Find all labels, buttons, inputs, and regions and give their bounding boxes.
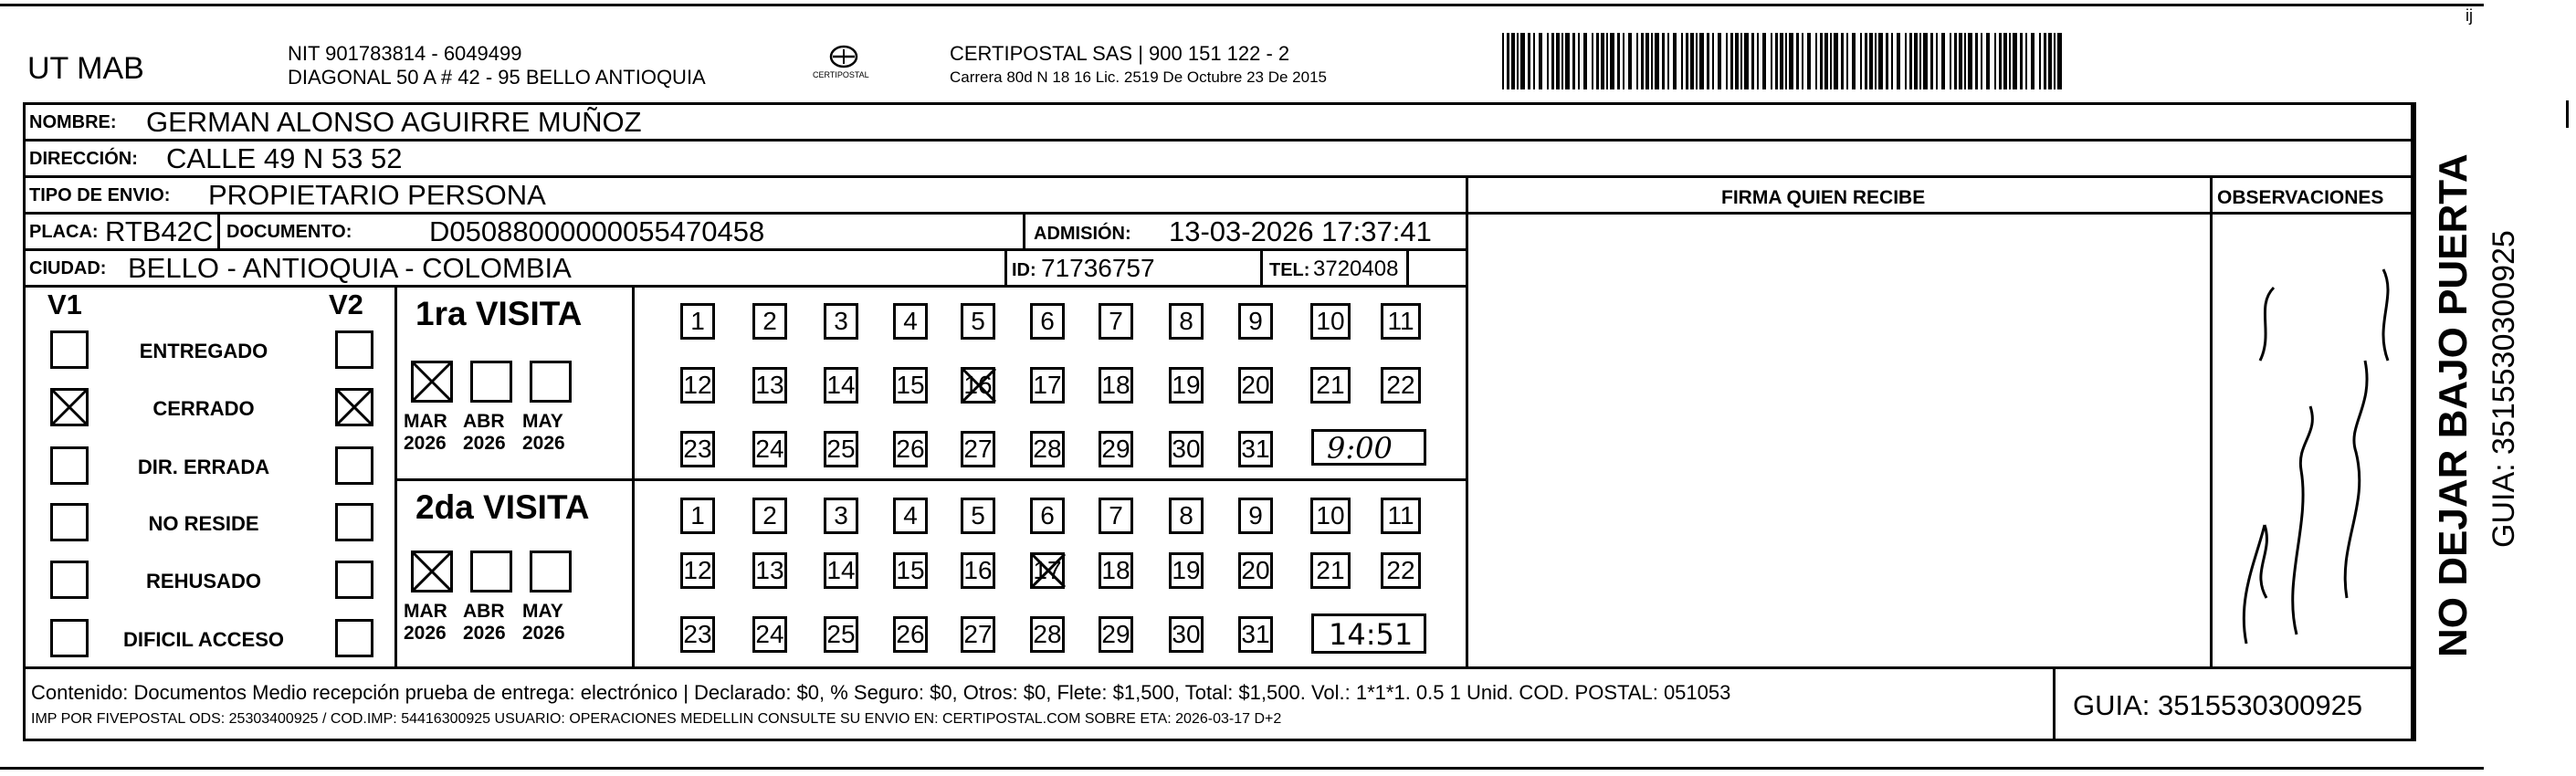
placa-label: PLACA:	[29, 222, 99, 242]
company-nit: NIT 901783814 - 6049499	[288, 42, 522, 65]
day-box[interactable]: 24	[752, 431, 787, 467]
barcode-bar	[1841, 33, 1844, 89]
nombre-label: NOMBRE:	[29, 112, 117, 132]
day-box[interactable]: 27	[961, 616, 995, 653]
barcode-bar	[1645, 33, 1649, 89]
visit-split-rule	[394, 478, 1466, 481]
status-label: REHUSADO	[146, 570, 261, 592]
barcode-bar	[1869, 33, 1873, 89]
row-rule-1	[23, 139, 2413, 142]
documento-value: D05088000000055470458	[429, 215, 765, 247]
barcode-bar	[1730, 33, 1733, 89]
visit1-time-box	[1311, 429, 1426, 466]
row-rule-2	[23, 175, 2413, 178]
day-box[interactable]: 12	[680, 367, 715, 404]
day-box[interactable]: 1	[680, 498, 715, 534]
day-box[interactable]: 28	[1030, 616, 1065, 653]
day-box[interactable]: 1	[680, 303, 715, 340]
certipostal-line: CERTIPOSTAL SAS | 900 151 122 - 2	[950, 42, 1290, 65]
day-box[interactable]: 8	[1169, 498, 1204, 534]
barcode-bar	[1824, 33, 1828, 89]
right-edge-mark	[2566, 100, 2569, 128]
day-box[interactable]: 31	[1238, 616, 1273, 653]
barcode-bar	[1950, 33, 1951, 89]
tel-label: TEL:	[1269, 260, 1310, 280]
barcode-bar	[1771, 33, 1772, 89]
day-box[interactable]: 17	[1030, 552, 1065, 589]
barcode-bar	[1941, 33, 1945, 89]
day-box[interactable]: 9	[1238, 498, 1273, 534]
day-box[interactable]: 26	[893, 431, 928, 467]
admision-label: ADMISIÓN:	[1034, 224, 1131, 244]
footer-guia-rule	[2053, 666, 2056, 741]
barcode-bar	[1547, 33, 1549, 89]
visit-mid-rule	[632, 285, 635, 666]
day-box[interactable]: 10	[1310, 303, 1351, 340]
barcode-bar	[2003, 33, 2007, 89]
barcode-bar	[1891, 33, 1893, 89]
visit1-day-mark	[961, 367, 997, 404]
day-box[interactable]: 28	[1030, 431, 1065, 467]
barcode-bar	[1662, 33, 1665, 89]
barcode-bar	[1578, 33, 1580, 89]
barcode-bar	[1909, 33, 1912, 89]
barcode-bar	[1986, 33, 1990, 89]
tipo-value: PROPIETARIO PERSONA	[208, 179, 546, 211]
day-box[interactable]: 11	[1381, 303, 1421, 340]
barcode-bar	[1820, 33, 1823, 89]
nombre-value: GERMAN ALONSO AGUIRRE MUÑOZ	[146, 106, 642, 138]
barcode-bar	[2020, 33, 2023, 89]
barcode-bar	[1775, 33, 1778, 89]
barcode-bar	[1815, 33, 1817, 89]
barcode-bar	[2054, 33, 2056, 89]
certipostal-logo	[811, 40, 877, 88]
barcode-bar	[1690, 33, 1694, 89]
barcode-bar	[1968, 33, 1972, 89]
day-box[interactable]: 2	[752, 303, 787, 340]
id-tel-rule	[1260, 248, 1263, 285]
barcode-bar	[1878, 33, 1883, 89]
barcode-bar	[1981, 33, 1982, 89]
barcode-bar	[1807, 33, 1811, 89]
barcode-bar	[1681, 33, 1683, 89]
day-box[interactable]: 7	[1099, 303, 1133, 340]
barcode-bar	[1517, 33, 1519, 89]
day-box[interactable]: 30	[1169, 616, 1204, 653]
day-box[interactable]: 9	[1238, 303, 1273, 340]
barcode-bar	[1699, 33, 1704, 89]
ciudad-label: CIUDAD:	[29, 258, 107, 278]
barcode-bar	[1528, 33, 1530, 89]
v2-checkbox[interactable]	[335, 446, 373, 485]
barcode-bar	[1606, 33, 1608, 89]
day-box[interactable]: 6	[1030, 498, 1065, 534]
visit1-year-label: 2026	[463, 433, 506, 454]
day-box[interactable]: 16	[961, 552, 995, 589]
day-box[interactable]: 4	[893, 498, 928, 534]
barcode-bar	[2009, 33, 2011, 89]
v2-checkbox[interactable]	[335, 330, 373, 369]
day-box[interactable]: 29	[1099, 616, 1133, 653]
row-rule-5	[23, 285, 1466, 288]
firma-left-rule	[1466, 175, 1468, 666]
day-box[interactable]: 19	[1169, 552, 1204, 589]
day-box[interactable]: 8	[1169, 303, 1204, 340]
barcode-bar	[1740, 33, 1742, 89]
barcode-bar	[1751, 33, 1754, 89]
barcode-bar	[2048, 33, 2052, 89]
barcode-bar	[1789, 33, 1793, 89]
visit1-year-label: 2026	[404, 433, 447, 454]
barcode-bar	[1954, 33, 1957, 89]
day-box[interactable]: 25	[824, 431, 858, 467]
barcode-bar	[1780, 33, 1783, 89]
v1-checkbox[interactable]	[50, 619, 89, 657]
day-box[interactable]: 26	[893, 616, 928, 653]
top-rule	[0, 4, 2484, 6]
visit1-month-box[interactable]	[470, 361, 512, 403]
day-box[interactable]: 13	[752, 552, 787, 589]
day-box[interactable]: 27	[961, 431, 995, 467]
barcode-bar	[1830, 33, 1832, 89]
status-label: DIFICIL ACCESO	[122, 628, 284, 651]
barcode-bar	[1762, 33, 1766, 89]
barcode-bar	[2031, 33, 2035, 89]
barcode-bar	[1959, 33, 1962, 89]
frame-right-rule	[2413, 102, 2416, 741]
status-label: CERRADO	[152, 397, 255, 420]
day-box[interactable]: 20	[1238, 552, 1273, 589]
barcode-bar	[1796, 33, 1799, 89]
day-box[interactable]: 3	[824, 303, 858, 340]
side-guia: GUIA: 3515530300925	[2487, 230, 2521, 548]
barcode-bar	[1583, 33, 1587, 89]
tel-value: 3720408	[1313, 257, 1399, 281]
barcode-bar	[1757, 33, 1759, 89]
admision-under-rule	[1023, 248, 1466, 251]
day-box[interactable]: 11	[1381, 498, 1421, 534]
barcode-bar	[1655, 33, 1659, 89]
day-box[interactable]: 18	[1099, 552, 1133, 589]
v1-checkbox[interactable]	[50, 330, 89, 369]
barcode-bar	[1610, 33, 1614, 89]
day-box[interactable]: 14	[824, 367, 858, 404]
visit1-month-label: MAY	[522, 411, 563, 432]
barcode-bar	[1712, 33, 1714, 89]
barcode-bar	[1852, 33, 1856, 89]
visit2-day-mark	[1030, 552, 1067, 589]
visit-left-rule	[394, 285, 397, 666]
tel-end-rule	[1406, 248, 1409, 285]
barcode-bar	[1565, 33, 1570, 89]
visit2-month-label: MAR	[404, 601, 447, 622]
barcode-bar	[1707, 33, 1709, 89]
placa-doc-rule	[217, 212, 220, 248]
v1-check-mark	[50, 388, 89, 426]
v2-checkbox[interactable]	[335, 561, 373, 599]
visit2-year-label: 2026	[404, 623, 447, 644]
barcode-bar	[1930, 33, 1933, 89]
corner-mark: ij	[2466, 6, 2473, 25]
visit1-title: 1ra VISITA	[415, 295, 583, 332]
barcode-bar	[1994, 33, 1996, 89]
barcode-bar	[1905, 33, 1907, 89]
barcode-bar	[1551, 33, 1554, 89]
barcode-bar	[1744, 33, 1749, 89]
visit2-time: 14:51	[1329, 617, 1414, 652]
footer-line2: IMP POR FIVEPOSTAL ODS: 25303400925 / COD.IMP: 54416300925 USUARIO: OPERACIONES MEDELLIN CONSULTE SU ENVIO EN: CERTIPOSTAL.COM SOBRE ETA: 2026-03-17 D+2	[31, 711, 1282, 727]
day-box[interactable]: 30	[1169, 431, 1204, 467]
visit1-time: 9:00	[1327, 431, 1393, 466]
barcode-bar	[2057, 33, 2062, 89]
barcode-bar	[1556, 33, 1560, 89]
v2-checkbox[interactable]	[335, 503, 373, 541]
barcode-bar	[1923, 33, 1928, 89]
barcode-bar	[1936, 33, 1938, 89]
day-box[interactable]: 21	[1310, 367, 1351, 404]
v2-label: V2	[329, 288, 363, 320]
day-box[interactable]: 21	[1310, 552, 1351, 589]
barcode-bar	[1886, 33, 1888, 89]
license-line: Carrera 80d N 18 16 Lic. 2519 De Octubre 23 De 2015	[950, 68, 1327, 86]
day-box[interactable]: 23	[680, 431, 715, 467]
barcode-bar	[1561, 33, 1563, 89]
barcode-bar	[1865, 33, 1867, 89]
barcode-bar	[1914, 33, 1918, 89]
barcode-bar	[1601, 33, 1604, 89]
day-box[interactable]: 23	[680, 616, 715, 653]
id-value: 71736757	[1041, 254, 1155, 282]
barcode-bar	[1592, 33, 1593, 89]
day-box[interactable]: 12	[680, 552, 715, 589]
company-name: UT MAB	[27, 51, 144, 86]
day-box[interactable]: 2	[752, 498, 787, 534]
doc-admision-rule	[1023, 212, 1025, 248]
day-box[interactable]: 14	[824, 552, 858, 589]
visit2-year-label: 2026	[522, 623, 565, 644]
barcode-bar	[1511, 33, 1515, 89]
day-box[interactable]: 24	[752, 616, 787, 653]
day-box[interactable]: 18	[1099, 367, 1133, 404]
company-address: DIAGONAL 50 A # 42 - 95 BELLO ANTIOQUIA	[288, 66, 706, 89]
day-box[interactable]: 22	[1381, 552, 1421, 589]
barcode-bar	[1846, 33, 1848, 89]
firma-header: FIRMA QUIEN RECIBE	[1721, 187, 1926, 208]
barcode-bar	[2025, 33, 2027, 89]
day-box[interactable]: 4	[893, 303, 928, 340]
visit2-month-box[interactable]	[530, 551, 572, 592]
barcode-bar	[1718, 33, 1721, 89]
day-box[interactable]: 19	[1169, 367, 1204, 404]
id-label: ID:	[1012, 260, 1036, 280]
barcode-bar	[1834, 33, 1838, 89]
day-box[interactable]: 20	[1238, 367, 1273, 404]
certipostal-logo-icon	[811, 40, 877, 88]
status-label: NO RESIDE	[148, 512, 259, 535]
barcode-bar	[1572, 33, 1575, 89]
barcode-bar	[2039, 33, 2041, 89]
status-label: DIR. ERRADA	[137, 456, 270, 478]
visit1-month-box[interactable]	[530, 361, 572, 403]
observaciones-header: OBSERVACIONES	[2217, 187, 2384, 208]
visit2-year-label: 2026	[463, 623, 506, 644]
day-box[interactable]: 16	[961, 367, 995, 404]
visit2-time-box	[1311, 613, 1426, 654]
barcode-bar	[1502, 33, 1504, 89]
placa-value: RTB42C	[105, 215, 214, 247]
barcode-bar	[1860, 33, 1862, 89]
no-dejar-bajo-puerta: NO DEJAR BAJO PUERTA	[2431, 153, 2476, 657]
observaciones-handwriting	[2210, 251, 2413, 666]
barcode-graphic	[1502, 33, 2068, 89]
barcode-bar	[1975, 33, 1978, 89]
day-box[interactable]: 5	[961, 498, 995, 534]
visit1-month-label: ABR	[463, 411, 505, 432]
direccion-label: DIRECCIÓN:	[29, 149, 138, 169]
barcode-bar	[1641, 33, 1644, 89]
visit2-month-label: ABR	[463, 601, 505, 622]
barcode-bar	[1667, 33, 1669, 89]
ciudad-id-rule	[1004, 248, 1007, 285]
barcode-bar	[1539, 33, 1542, 89]
barcode-bar	[1964, 33, 1966, 89]
v1-checkbox[interactable]	[50, 503, 89, 541]
barcode-bar	[1533, 33, 1535, 89]
ciudad-value: BELLO - ANTIOQUIA - COLOMBIA	[128, 252, 572, 284]
status-label: ENTREGADO	[139, 340, 268, 362]
barcode-bar	[1999, 33, 2002, 89]
v1-label: V1	[47, 288, 82, 320]
visit1-month-label: MAR	[404, 411, 447, 432]
day-box[interactable]: 15	[893, 367, 928, 404]
barcode-bar	[1696, 33, 1698, 89]
v2-checkbox[interactable]	[335, 619, 373, 657]
direccion-value: CALLE 49 N 53 52	[166, 142, 403, 174]
v1-checkbox[interactable]	[50, 561, 89, 599]
footer-guia: GUIA: 3515530300925	[2073, 689, 2363, 721]
barcode-bar	[1673, 33, 1677, 89]
barcode-bar	[1735, 33, 1739, 89]
barcode-bar	[1785, 33, 1787, 89]
barcode-bar	[1875, 33, 1877, 89]
footer-line1: Contenido: Documentos Medio recepción prueba de entrega: electrónico | Declarado: $0, % Seguro: $0, Otros: $0, Flete: $1,500, Total: $1,500. Vol.: 1*1*1. 0.5 1 Unid. COD. POSTAL: 051053	[31, 681, 1731, 704]
barcode-bar	[1623, 33, 1624, 89]
barcode-bar	[1651, 33, 1653, 89]
visit2-month-box[interactable]	[470, 551, 512, 592]
day-box[interactable]: 25	[824, 616, 858, 653]
logo-text: CERTIPOSTAL	[813, 70, 869, 79]
visit2-month-mark	[411, 551, 453, 592]
visit2-month-label: MAY	[522, 601, 563, 622]
barcode	[1502, 33, 2068, 89]
barcode-bar	[1802, 33, 1803, 89]
day-box[interactable]: 31	[1238, 431, 1273, 467]
barcode-bar	[1636, 33, 1638, 89]
day-box[interactable]: 10	[1310, 498, 1351, 534]
visit1-year-label: 2026	[522, 433, 565, 454]
day-box[interactable]: 6	[1030, 303, 1065, 340]
barcode-bar	[1726, 33, 1728, 89]
day-box[interactable]: 15	[893, 552, 928, 589]
barcode-bar	[1897, 33, 1900, 89]
barcode-bar	[1628, 33, 1632, 89]
v2-check-mark	[335, 388, 373, 426]
visit1-month-mark	[411, 361, 453, 403]
barcode-bar	[1617, 33, 1620, 89]
row-rule-3	[23, 212, 2413, 215]
v1-checkbox[interactable]	[50, 446, 89, 485]
barcode-bar	[1686, 33, 1688, 89]
day-box[interactable]: 17	[1030, 367, 1065, 404]
barcode-bar	[2013, 33, 2017, 89]
documento-label: DOCUMENTO:	[226, 222, 352, 242]
tipo-label: TIPO DE ENVIO:	[29, 185, 171, 205]
day-box[interactable]: 22	[1381, 367, 1421, 404]
visit2-title: 2da VISITA	[415, 488, 590, 526]
barcode-bar	[2044, 33, 2046, 89]
barcode-bar	[1520, 33, 1525, 89]
admision-value: 13-03-2026 17:37:41	[1169, 215, 1432, 247]
barcode-bar	[1596, 33, 1599, 89]
day-box[interactable]: 3	[824, 498, 858, 534]
barcode-bar	[1507, 33, 1509, 89]
bottom-rule	[0, 767, 2484, 770]
day-box[interactable]: 7	[1099, 498, 1133, 534]
day-box[interactable]: 29	[1099, 431, 1133, 467]
day-box[interactable]: 13	[752, 367, 787, 404]
day-box[interactable]: 5	[961, 303, 995, 340]
barcode-bar	[1919, 33, 1921, 89]
